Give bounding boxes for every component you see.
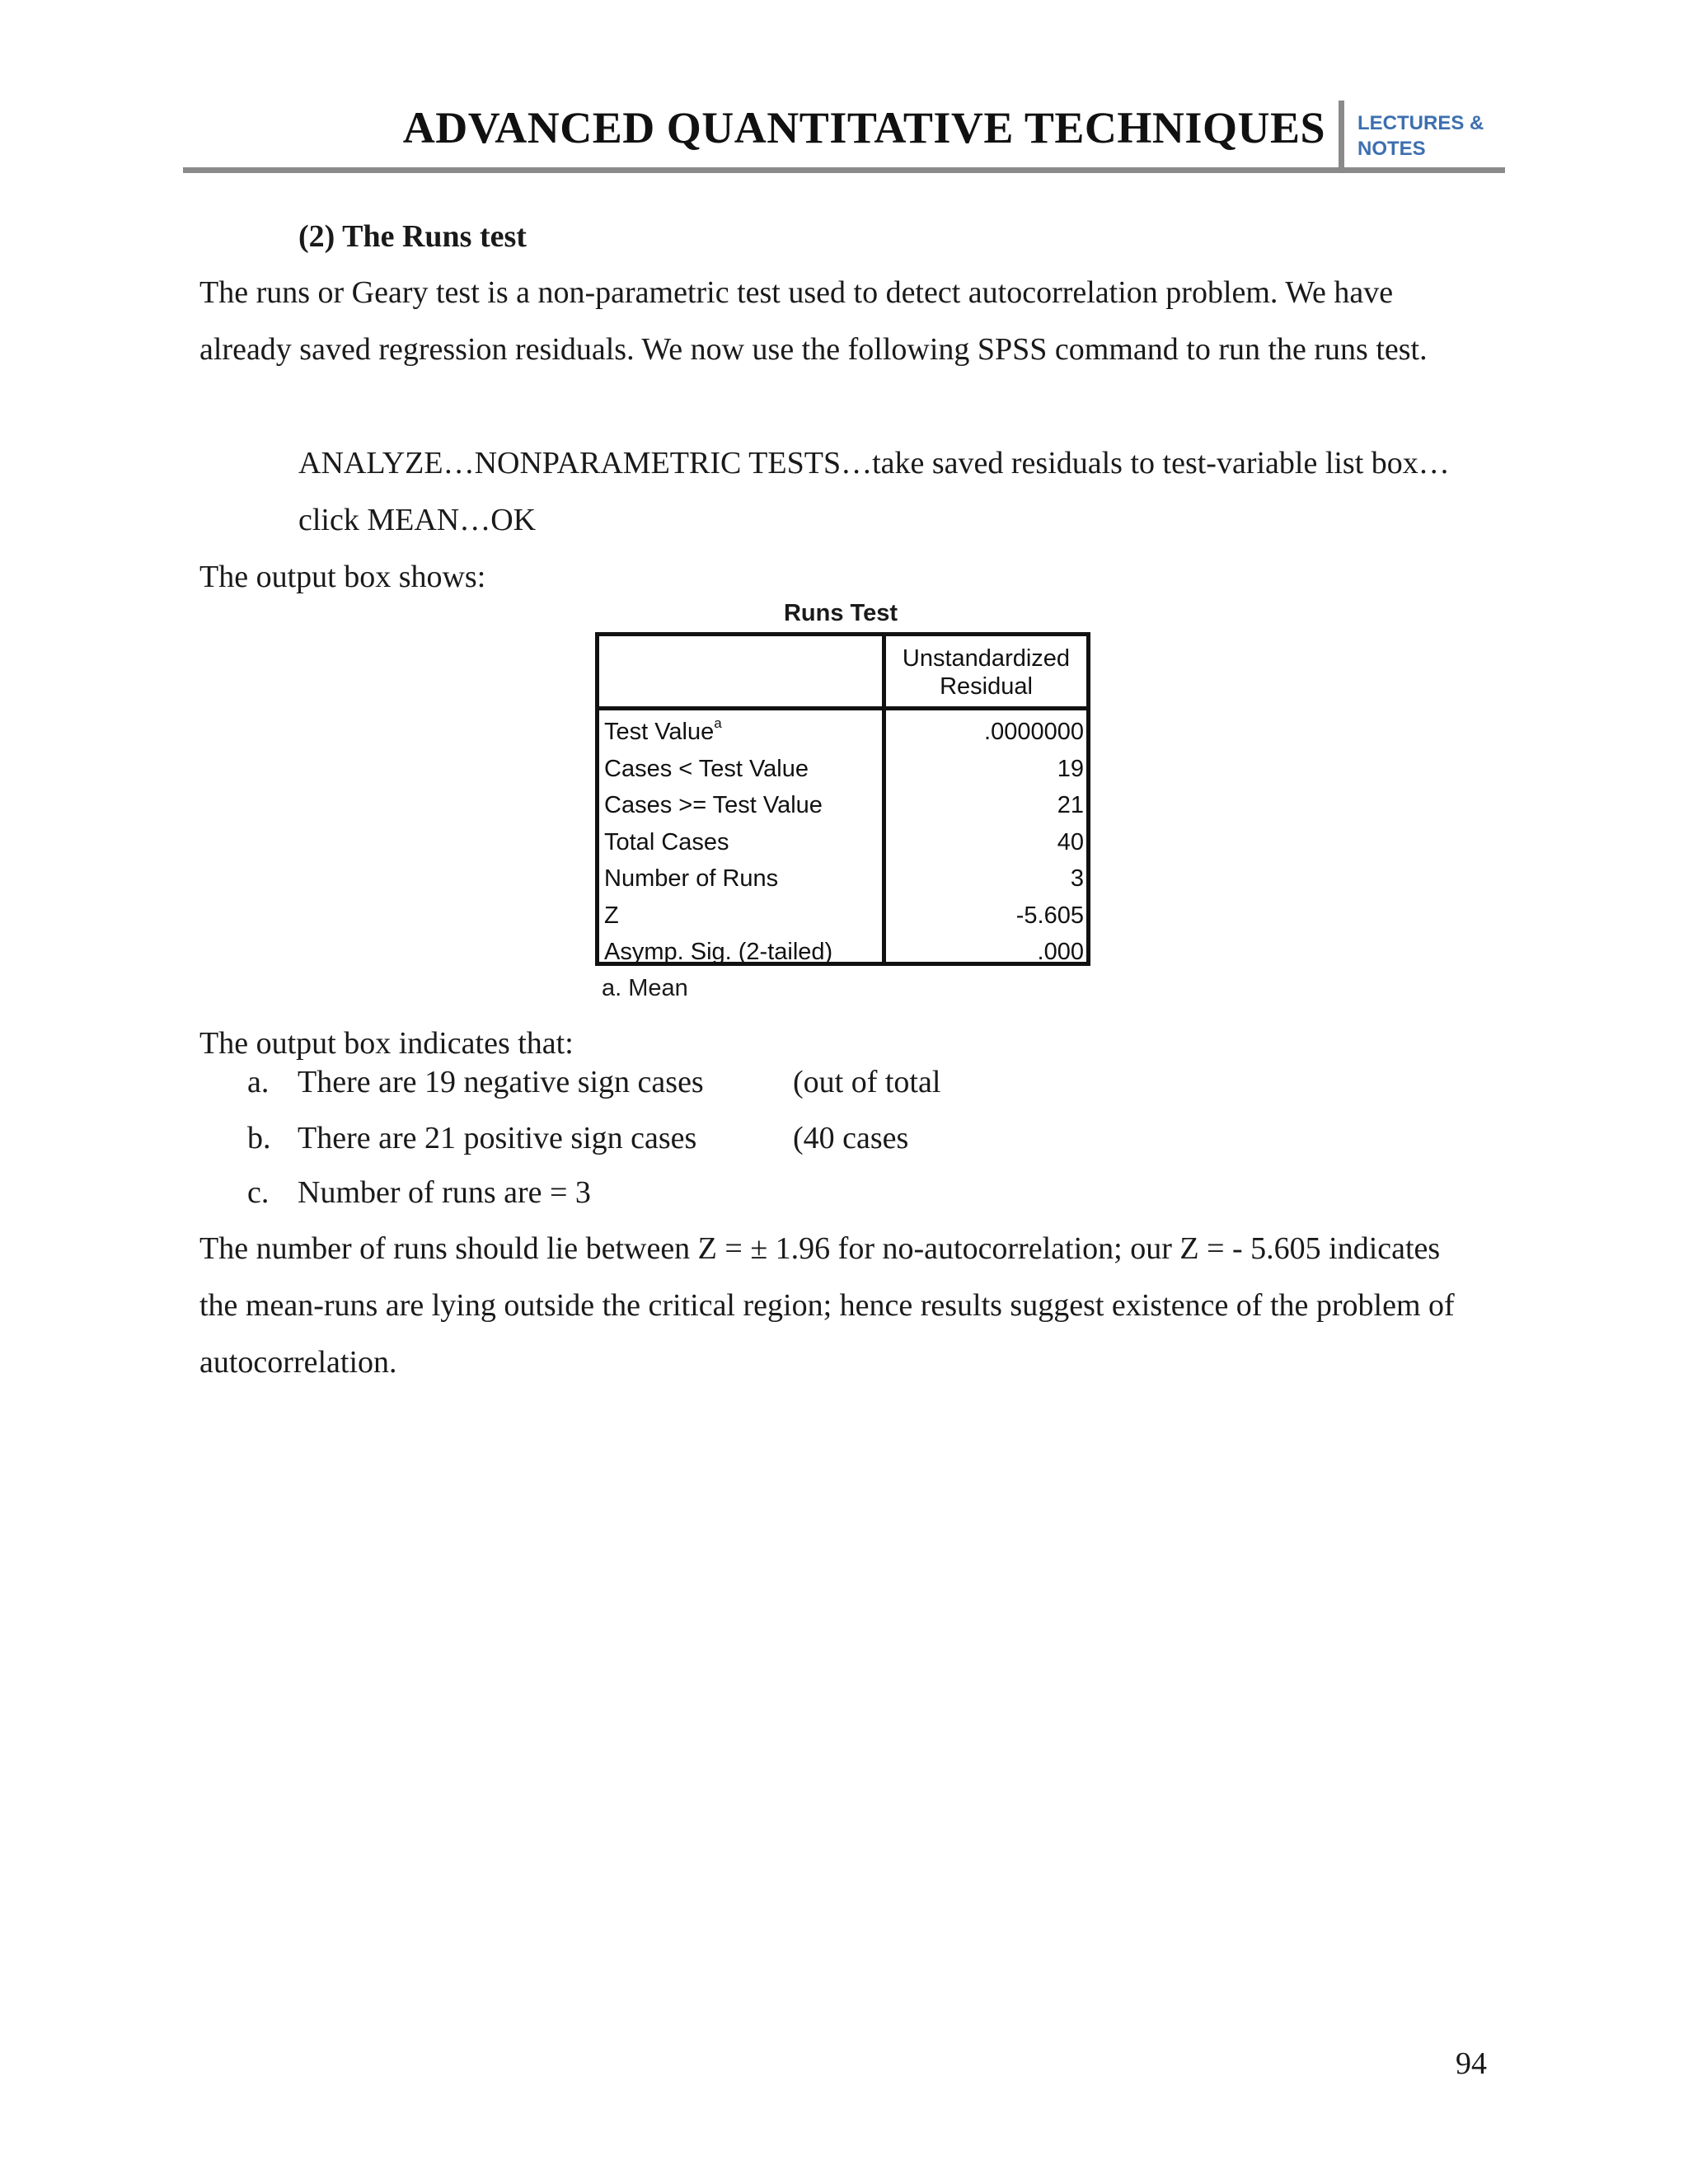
column-header-line-1: Unstandardized	[902, 645, 1071, 672]
table-row	[599, 862, 1086, 899]
row-label-text: Number of Runs	[604, 865, 779, 892]
section-title: (2) The Runs test	[298, 219, 527, 254]
list-marker: a.	[247, 1065, 270, 1099]
page-header-title: ADVANCED QUANTITATIVE TECHNIQUES	[402, 103, 1325, 152]
list-text: There are 21 positive sign cases	[298, 1121, 697, 1155]
row-label	[604, 939, 832, 966]
header-side-line-1: LECTURES &	[1357, 112, 1484, 134]
row-label-text: Total Cases	[604, 828, 729, 855]
row-value: 21	[1057, 792, 1084, 818]
list-text: Number of runs are = 3	[298, 1175, 591, 1210]
runs-test-caption: Runs Test	[783, 600, 898, 626]
page-number: 94	[1456, 2046, 1487, 2081]
row-value: 3	[1070, 865, 1084, 892]
list-marker: c.	[247, 1175, 270, 1210]
table-row	[599, 752, 1086, 790]
table-header-divider	[599, 706, 1086, 710]
table-row	[599, 899, 1086, 936]
list-note: (40 cases	[793, 1121, 909, 1155]
row-label	[604, 829, 729, 856]
header-side-line-2: NOTES	[1357, 138, 1426, 160]
list-marker: b.	[247, 1121, 271, 1155]
header-separator	[1339, 101, 1344, 170]
table-row	[599, 826, 1086, 863]
intro-paragraph: The runs or Geary test is a non-parametric test used to detect autocorrelation problem. We have already saved regression residuals. We now use the following SPSS command to run the runs test.	[199, 275, 1428, 367]
row-label	[604, 865, 778, 893]
list-note: (out of total	[793, 1065, 941, 1099]
table-body	[599, 715, 1086, 972]
table-row	[599, 789, 1086, 826]
column-header-line-2: Residual	[940, 673, 1033, 700]
indicates-label: The output box indicates that:	[199, 1026, 574, 1061]
row-value: 40	[1057, 828, 1084, 855]
row-label	[604, 902, 619, 930]
conclusion-paragraph: The number of runs should lie between Z = ± 1.96 for no-autocorrelation; our Z = - 5.605 indicates the mean-runs are lying outside the critical region; hence results suggest existence of the problem of autocorrelation.	[199, 1231, 1455, 1380]
row-label-text: Cases < Test Value	[604, 755, 809, 782]
header-side-label	[1357, 110, 1484, 162]
row-label-text: Z	[604, 902, 619, 929]
row-value: .0000000	[984, 719, 1084, 745]
output-label: The output box shows:	[199, 560, 486, 594]
row-label	[604, 792, 823, 819]
runs-test-table	[595, 632, 1090, 966]
table-column-header	[886, 644, 1086, 701]
row-value: .000	[1037, 939, 1084, 965]
table-footnote: a. Mean	[602, 975, 688, 1001]
row-label-text: Asymp. Sig. (2-tailed)	[604, 939, 833, 965]
table-row	[599, 935, 1086, 972]
header-rule	[183, 167, 1505, 173]
footnote-marker: a	[714, 715, 722, 731]
row-value: 19	[1057, 755, 1084, 782]
list-text: There are 19 negative sign cases	[298, 1065, 704, 1099]
row-label	[604, 715, 722, 746]
spss-command: ANALYZE…NONPARAMETRIC TESTS…take saved residuals to test-variable list box…click MEAN…OK	[298, 446, 1450, 537]
row-label-text: Cases >= Test Value	[604, 792, 823, 818]
table-row	[599, 715, 1086, 752]
row-label-text: Test Value	[604, 719, 715, 745]
row-label	[604, 756, 809, 783]
row-value: -5.605	[1015, 902, 1084, 929]
